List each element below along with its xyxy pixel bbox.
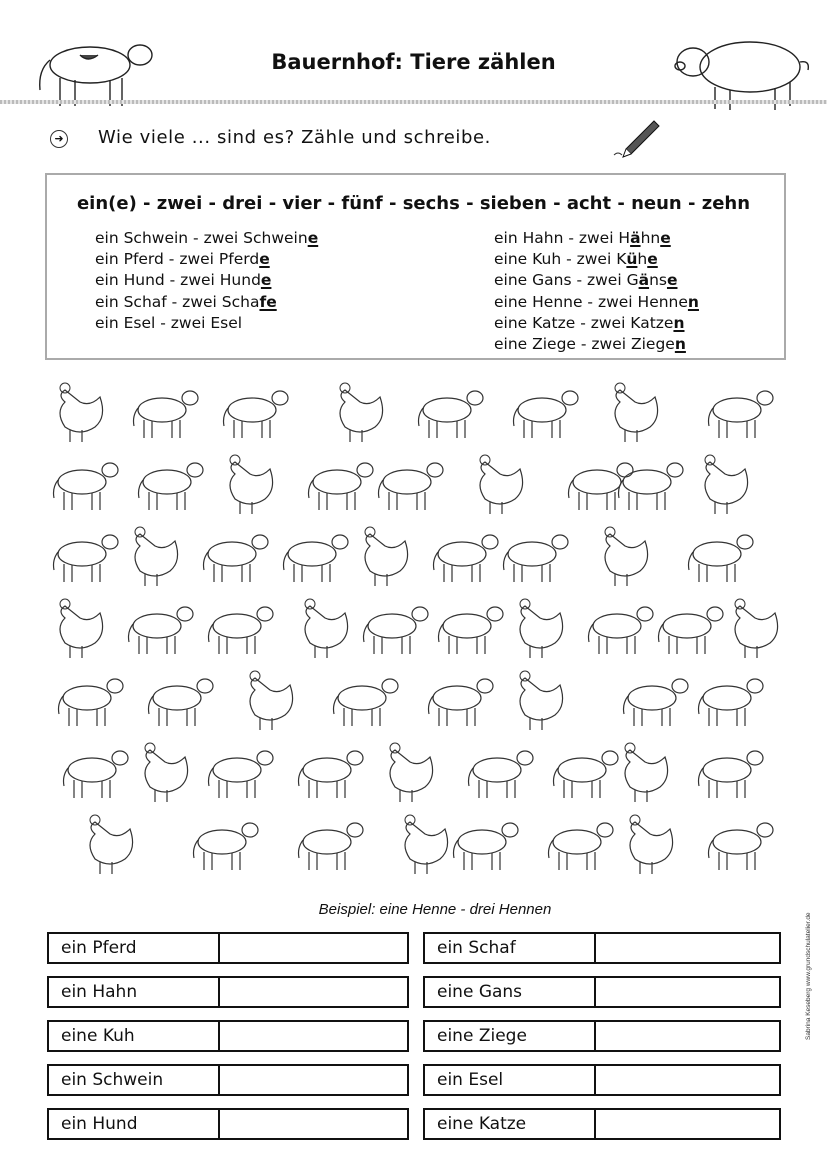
- plural-line: [494, 270, 699, 291]
- plural-line: [494, 334, 699, 355]
- animal-drawing: [54, 535, 119, 582]
- animal-drawing: [129, 607, 194, 654]
- plural-ending: e: [660, 229, 671, 247]
- plural-text: h: [637, 250, 648, 269]
- plural-ending: e: [647, 250, 658, 269]
- plural-line: [494, 228, 699, 249]
- instruction: Wie viele ... sind es? Zähle und schreibe.: [98, 127, 491, 148]
- animal-drawing: [735, 599, 778, 658]
- animal-drawing: [520, 599, 563, 658]
- animal-drawing: [340, 383, 383, 442]
- answer-row: [423, 932, 781, 964]
- animal-drawing: [480, 455, 523, 514]
- answer-row: [423, 976, 781, 1008]
- plural-text: eine Katze - zwei Katze: [494, 313, 674, 332]
- animal-drawing: [699, 751, 764, 798]
- plural-ending: n: [687, 292, 699, 311]
- animal-drawing: [630, 815, 673, 874]
- answer-row: [47, 1064, 409, 1096]
- animal-drawing: [659, 607, 724, 654]
- animal-drawing: [135, 527, 178, 586]
- plural-text: hn: [640, 229, 661, 247]
- example-text: Beispiel: eine Henne - drei Hennen: [318, 901, 552, 918]
- plural-line: [494, 292, 699, 313]
- number-words: ein(e) - zwei - drei - vier - fünf - sechs - sieben - acht - neun - zehn: [76, 193, 751, 214]
- plural-text: ns: [649, 271, 667, 290]
- animal-drawing: [209, 607, 274, 654]
- animal-drawing: [434, 535, 499, 582]
- answer-row: [47, 1020, 409, 1052]
- animal-drawing: [90, 815, 133, 874]
- plurals-left: [95, 228, 318, 334]
- pencil-icon: [612, 115, 662, 160]
- animal-drawing: [209, 751, 274, 798]
- animal-drawing: [250, 671, 293, 730]
- plural-ending: ä: [630, 229, 641, 247]
- credit: Sabrina Keseberg www.grundschulatelier.de: [805, 912, 812, 1040]
- plural-ending: e: [307, 229, 319, 247]
- plural-ending: ä: [638, 271, 650, 290]
- plural-ending: fe: [259, 292, 277, 311]
- animal-drawing: [514, 391, 579, 438]
- answer-row: [47, 976, 409, 1008]
- animal-illustrations: [40, 370, 790, 890]
- animal-drawing: [299, 823, 364, 870]
- animal-drawing: [309, 463, 374, 510]
- plurals-right: [494, 228, 699, 355]
- plural-line: [95, 313, 318, 334]
- animal-drawing: [605, 527, 648, 586]
- plural-ending: ü: [626, 250, 638, 269]
- plural-text: ein Schaf - zwei Scha: [95, 292, 260, 311]
- answer-row: [47, 1108, 409, 1140]
- animal-drawing: [619, 463, 684, 510]
- animal-drawing: [145, 743, 188, 802]
- plural-text: eine Kuh - zwei K: [494, 250, 627, 269]
- animal-drawing: [230, 455, 273, 514]
- animal-drawing: [334, 679, 399, 726]
- plural-line: [494, 313, 699, 334]
- animal-drawing: [305, 599, 348, 658]
- animal-drawing: [64, 751, 129, 798]
- animal-drawing: [204, 535, 269, 582]
- answer-field[interactable]: [220, 1110, 407, 1138]
- answer-field[interactable]: [220, 978, 407, 1006]
- animal-drawing: [284, 535, 349, 582]
- answer-field[interactable]: [596, 1110, 779, 1138]
- answer-field[interactable]: [220, 1066, 407, 1094]
- animal-label: eine Kuh: [49, 1022, 220, 1050]
- animal-drawing: [520, 671, 563, 730]
- animal-label: ein Hund: [49, 1110, 220, 1138]
- plural-line: [494, 249, 699, 270]
- animal-drawing: [379, 463, 444, 510]
- plural-text: ein Pferd - zwei Pferd: [95, 250, 260, 269]
- answer-row: [423, 1064, 781, 1096]
- animal-drawing: [299, 751, 364, 798]
- plural-text: eine Henne - zwei Henne: [494, 292, 688, 311]
- animal-drawing: [365, 527, 408, 586]
- animal-drawing: [709, 823, 774, 870]
- animal-drawing: [224, 391, 289, 438]
- answer-field[interactable]: [220, 1022, 407, 1050]
- plural-text: ein Hund - zwei Hund: [95, 271, 261, 290]
- plural-text: ein Hahn - zwei H: [494, 229, 631, 247]
- plural-line: [95, 228, 318, 249]
- answer-field[interactable]: [596, 1022, 779, 1050]
- plural-line: [95, 249, 318, 270]
- animal-label: ein Schwein: [49, 1066, 220, 1094]
- animal-label: eine Katze: [425, 1110, 596, 1138]
- answer-field[interactable]: [220, 934, 407, 962]
- plural-ending: e: [666, 271, 678, 290]
- animal-drawing: [589, 607, 654, 654]
- animal-drawing: [454, 823, 519, 870]
- animal-drawing: [625, 743, 668, 802]
- plural-line: [95, 292, 318, 313]
- answer-row: [423, 1108, 781, 1140]
- animal-label: ein Schaf: [425, 934, 596, 962]
- animal-label: ein Pferd: [49, 934, 220, 962]
- plural-text: ein Schwein - zwei Schwein: [95, 229, 308, 247]
- animal-drawing: [134, 391, 199, 438]
- animal-drawing: [549, 823, 614, 870]
- arrow-circle-icon: ➜: [50, 130, 68, 148]
- animal-drawing: [439, 607, 504, 654]
- animal-drawing: [554, 751, 619, 798]
- animal-drawing: [709, 391, 774, 438]
- plural-text: ein Esel - zwei Esel: [95, 313, 243, 332]
- animal-label: ein Hahn: [49, 978, 220, 1006]
- animal-drawing: [504, 535, 569, 582]
- animal-drawing: [569, 463, 634, 510]
- answer-row: [423, 1020, 781, 1052]
- plural-text: eine Ziege - zwei Ziege: [494, 335, 675, 354]
- divider: [0, 100, 827, 104]
- answer-row: [47, 932, 409, 964]
- animal-drawing: [59, 679, 124, 726]
- animal-drawing: [364, 607, 429, 654]
- animal-drawing: [54, 463, 119, 510]
- plural-ending: e: [260, 271, 272, 290]
- plural-text: eine Gans - zwei G: [494, 271, 639, 290]
- answer-field[interactable]: [596, 1066, 779, 1094]
- animal-drawing: [615, 383, 658, 442]
- animal-drawing: [469, 751, 534, 798]
- animal-drawing: [419, 391, 484, 438]
- answer-field[interactable]: [596, 934, 779, 962]
- animal-drawing: [139, 463, 204, 510]
- page-title: Bauernhof: Tiere zählen: [271, 50, 556, 74]
- animal-drawing: [194, 823, 259, 870]
- animal-drawing: [689, 535, 754, 582]
- plural-line: [95, 270, 318, 291]
- animal-drawing: [624, 679, 689, 726]
- animal-drawing: [149, 679, 214, 726]
- animal-drawing: [699, 679, 764, 726]
- animal-drawing: [705, 455, 748, 514]
- plural-ending: n: [674, 335, 686, 354]
- animal-label: eine Ziege: [425, 1022, 596, 1050]
- animal-label: eine Gans: [425, 978, 596, 1006]
- answer-field[interactable]: [596, 978, 779, 1006]
- animal-drawing: [60, 383, 103, 442]
- plural-ending: n: [673, 313, 685, 332]
- plural-ending: e: [259, 250, 270, 269]
- animal-drawing: [60, 599, 103, 658]
- animal-label: ein Esel: [425, 1066, 596, 1094]
- animal-drawing: [405, 815, 448, 874]
- animal-drawing: [429, 679, 494, 726]
- animal-drawing: [390, 743, 433, 802]
